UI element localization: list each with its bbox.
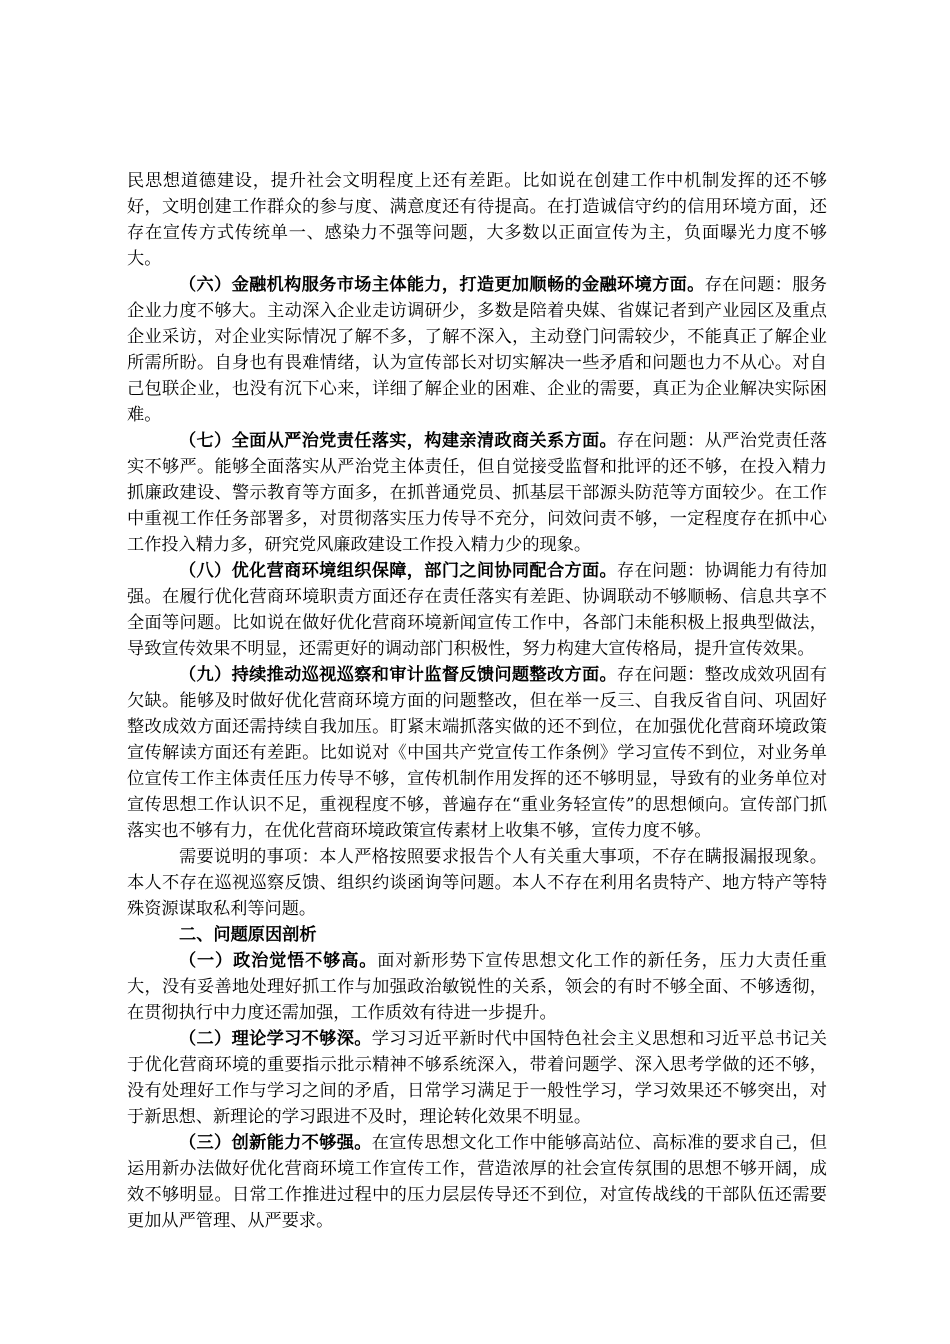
paragraph-item-9 <box>127 662 827 844</box>
paragraph-continuation <box>127 168 827 272</box>
paragraph-heading: （九）持续推动巡视巡察和审计监督反馈问题整改方面。 <box>179 665 618 685</box>
document-body <box>127 168 827 1234</box>
paragraph-heading: （二）理论学习不够深。 <box>179 1029 372 1049</box>
paragraph-heading: （三）创新能力不够强。 <box>179 1133 372 1153</box>
paragraph-heading: （一）政治觉悟不够高。 <box>179 951 378 971</box>
paragraph-body: 存在问题：服务企业力度不够大。主动深入企业走访调研少，多数是陪着央媒、省媒记者到产业园区及重点企业采访，对企业实际情况了解不多，了解不深入，主动登门问需较少，不能真正了解企业所需所盼。自身也有畏难情绪，认为宣传部长对切实解决一些矛盾和问题也力不从心。对自己包联企业，也没有沉下心来，详细了解企业的困难、企业的需要，真正为企业解决实际困难。 <box>127 275 827 425</box>
section-title-cause-analysis: 二、问题原因剖析 <box>179 925 317 945</box>
paragraph-body: 面对新形势下宣传思想文化工作的新任务，压力大责任重大，没有妥善地处理好抓工作与加强政治敏锐性的关系，领会的有时不够全面、不够透彻，在贯彻执行中力度还需加强，工作质效有待进一步提升。 <box>127 951 827 1023</box>
paragraph-heading: （六）金融机构服务市场主体能力，打造更加顺畅的金融环境方面。 <box>179 275 705 295</box>
cause-item-3 <box>127 1130 827 1234</box>
paragraph-item-7 <box>127 428 827 558</box>
cause-item-2 <box>127 1026 827 1130</box>
paragraph-item-6 <box>127 272 827 428</box>
paragraph-statement <box>127 844 827 922</box>
paragraph-body: 存在问题：协调能力有待加强。在履行优化营商环境职责方面还存在责任落实有差距、协调联动不够顺畅、信息共享不全面等问题。比如说在做好优化营商环境新闻宣传工作中，各部门未能积极上报典型做法，导致宣传效果不明显，还需更好的调动部门积极性，努力构建大宣传格局，提升宣传效果。 <box>127 561 827 659</box>
paragraph-heading: （八）优化营商环境组织保障，部门之间协同配合方面。 <box>179 561 618 581</box>
paragraph-heading: （七）全面从严治党责任落实，构建亲清政商关系方面。 <box>179 431 618 451</box>
paragraph-body: 学习习近平新时代中国特色社会主义思想和习近平总书记关于优化营商环境的重要指示批示精神不够系统深入，带着问题学、深入思考学做的还不够，没有处理好工作与学习之间的矛盾，日常学习满足于一般性学习，学习效果还不够突出，对于新思想、新理论的学习跟进不及时，理论转化效果不明显。 <box>127 1029 827 1127</box>
paragraph-body: 存在问题：从严治党责任落实不够严。能够全面落实从严治党主体责任，但自觉接受监督和批评的还不够，在投入精力抓廉政建设、警示教育等方面多，在抓普通党员、抓基层干部源头防范等方面较少。在工作中重视工作任务部署多，对贯彻落实压力传导不充分，问效问责不够，一定程度存在抓中心工作投入精力多，研究党风廉政建设工作投入精力少的现象。 <box>127 431 827 555</box>
paragraph-body: 需要说明的事项：本人严格按照要求报告个人有关重大事项，不存在瞒报漏报现象。本人不存在巡视巡察反馈、组织约谈函询等问题。本人不存在利用名贵特产、地方特产等特殊资源谋取私利等问题。 <box>127 847 827 919</box>
cause-item-1 <box>127 948 827 1026</box>
paragraph-body: 在宣传思想文化工作中能够高站位、高标准的要求自己，但运用新办法做好优化营商环境工作宣传工作，营造浓厚的社会宣传氛围的思想不够开阔，成效不够明显。日常工作推进过程中的压力层层传导还不到位，对宣传战线的干部队伍还需要更加从严管理、从严要求。 <box>127 1133 827 1231</box>
paragraph-item-8 <box>127 558 827 662</box>
paragraph-body: 民思想道德建设，提升社会文明程度上还有差距。比如说在创建工作中机制发挥的还不够好，文明创建工作群众的参与度、满意度还有待提高。在打造诚信守约的信用环境方面，还存在宣传方式传统单一、感染力不强等问题，大多数以正面宣传为主，负面曝光力度不够大。 <box>127 171 827 269</box>
paragraph-body: 存在问题：整改成效巩固有欠缺。能够及时做好优化营商环境方面的问题整改，但在举一反三、自我反省自问、巩固好整改成效方面还需持续自我加压。盯紧末端抓落实做的还不到位，在加强优化营商环境政策宣传解读方面还有差距。比如说对《中国共产党宣传工作条例》学习宣传不到位，对业务单位宣传工作主体责任压力传导不够，宣传机制作用发挥的还不够明显，导致有的业务单位对宣传思想工作认识不足，重视程度不够，普遍存在“重业务轻宣传”的思想倾向。宣传部门抓落实也不够有力，在优化营商环境政策宣传素材上收集不够，宣传力度不够。 <box>127 665 827 841</box>
